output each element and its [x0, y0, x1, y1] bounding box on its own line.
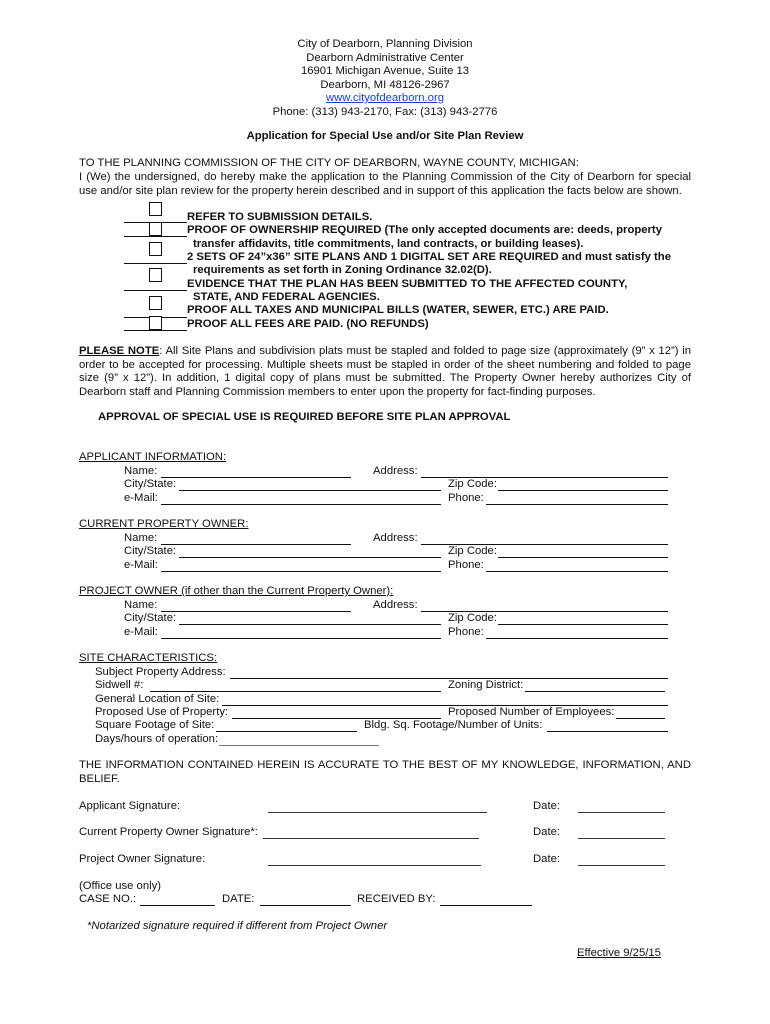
received-by-field[interactable]: [440, 905, 532, 906]
project-owner-zip-field[interactable]: [498, 624, 668, 625]
project-owner-signature-field[interactable]: [268, 865, 481, 866]
website-link[interactable]: www.cityofdearborn.org: [325, 92, 445, 104]
applicant-email-label: e-Mail:: [124, 492, 158, 504]
applicant-zip-label: Zip Code:: [448, 478, 497, 490]
applicant-phone-field[interactable]: [486, 504, 668, 505]
check-line-3: [124, 263, 187, 264]
applicant-date-label: Date:: [533, 800, 561, 812]
header-line-4: Dearborn, MI 48126-2967: [320, 78, 450, 91]
please-note-label: PLEASE NOTE: [79, 345, 160, 357]
letterhead: [0, 38, 770, 119]
applicant-city-field[interactable]: [179, 490, 441, 491]
applicant-name-label: Name:: [124, 465, 158, 477]
check-item-4a: EVIDENCE THAT THE PLAN HAS BEEN SUBMITTED TO THE AFFECTED COUNTY,: [187, 278, 628, 290]
intro-addressee: TO THE PLANNING COMMISSION OF THE CITY OF DEARBORN, WAYNE COUNTY, MICHIGAN:: [79, 157, 579, 169]
current-owner-phone-label: Phone:: [448, 559, 484, 571]
check-item-3a: 2 SETS OF 24”x36” SITE PLANS AND 1 DIGITAL SET ARE REQUIRED and must satisfy the: [187, 251, 671, 263]
project-owner-email-field[interactable]: [161, 638, 441, 639]
project-owner-date-label: Date:: [533, 853, 561, 865]
current-owner-city-label: City/State:: [124, 545, 177, 557]
certification-statement: THE INFORMATION CONTAINED HEREIN IS ACCURATE TO THE BEST OF MY KNOWLEDGE, INFORMATION, AND BELIEF.: [79, 759, 691, 785]
project-owner-zip-label: Zip Code:: [448, 612, 497, 624]
notarization-footnote: *Notarized signature required if different from Project Owner: [87, 920, 388, 932]
project-owner-city-label: City/State:: [124, 612, 177, 624]
square-footage-label: Square Footage of Site:: [95, 719, 215, 731]
check-item-4b: STATE, AND FEDERAL AGENCIES.: [193, 291, 380, 303]
check-line-4: [124, 290, 187, 291]
office-date-field[interactable]: [260, 905, 351, 906]
current-owner-zip-field[interactable]: [498, 557, 668, 558]
current-owner-date-field[interactable]: [578, 838, 665, 839]
site-heading: SITE CHARACTERISTICS:: [79, 652, 218, 664]
check-item-2b: transfer affidavits, title commitments, land contracts, or building leases).: [193, 238, 584, 250]
check-item-5: PROOF ALL TAXES AND MUNICIPAL BILLS (WATER, SEWER, ETC.) ARE PAID.: [187, 304, 609, 316]
current-owner-email-field[interactable]: [161, 571, 441, 572]
applicant-signature-label: Applicant Signature:: [79, 800, 181, 812]
current-owner-city-field[interactable]: [179, 557, 441, 558]
check-line-6: [124, 330, 187, 331]
project-owner-phone-field[interactable]: [486, 638, 668, 639]
days-hours-field[interactable]: [219, 745, 379, 746]
applicant-signature-field[interactable]: [268, 812, 487, 813]
general-location-label: General Location of Site:: [95, 693, 220, 705]
zoning-field[interactable]: [525, 691, 665, 692]
intro-body: I (We) the undersigned, do hereby make the application to the Planning Commission of the City of Dearborn for special use and/or site plan review for the property herein described and in support of this application the facts below are shown.: [79, 171, 691, 197]
case-no-field[interactable]: [140, 905, 215, 906]
applicant-date-field[interactable]: [578, 812, 665, 813]
current-owner-heading: CURRENT PROPERTY OWNER:: [79, 518, 249, 530]
applicant-phone-label: Phone:: [448, 492, 484, 504]
check-item-2a: PROOF OF OWNERSHIP REQUIRED (The only accepted documents are: deeds, property: [187, 224, 662, 236]
project-owner-address-label: Address:: [373, 599, 418, 611]
project-owner-name-label: Name:: [124, 599, 158, 611]
zoning-label: Zoning District:: [448, 679, 524, 691]
bldg-sq-label: Bldg. Sq. Footage/Number of Units:: [364, 719, 543, 731]
check-line-2: [124, 236, 187, 237]
employees-field[interactable]: [616, 718, 665, 719]
current-owner-phone-field[interactable]: [486, 571, 668, 572]
subject-address-label: Subject Property Address:: [95, 666, 226, 678]
applicant-name-field[interactable]: [161, 477, 351, 478]
checkbox-fees-paid[interactable]: [149, 316, 162, 330]
current-owner-name-label: Name:: [124, 532, 158, 544]
project-owner-email-label: e-Mail:: [124, 626, 158, 638]
please-note: [79, 345, 691, 399]
current-owner-signature-label: Current Property Owner Signature*:: [79, 826, 258, 838]
applicant-heading: APPLICANT INFORMATION:: [79, 451, 227, 463]
applicant-address-label: Address:: [373, 465, 418, 477]
current-owner-name-field[interactable]: [161, 544, 351, 545]
checkbox-taxes-paid[interactable]: [149, 296, 162, 310]
office-use-label: (Office use only): [79, 880, 162, 892]
applicant-email-field[interactable]: [161, 504, 441, 505]
check-item-1: REFER TO SUBMISSION DETAILS.: [187, 211, 373, 223]
received-by-label: RECEIVED BY:: [357, 893, 436, 905]
current-owner-email-label: e-Mail:: [124, 559, 158, 571]
project-owner-city-field[interactable]: [179, 624, 441, 625]
header-line-3: 16901 Michigan Avenue, Suite 13: [300, 65, 470, 77]
effective-date: Effective 9/25/15: [577, 947, 661, 959]
office-date-label: DATE:: [222, 893, 255, 905]
employees-label: Proposed Number of Employees:: [448, 706, 615, 718]
checkbox-agency-evidence[interactable]: [149, 268, 162, 282]
current-owner-date-label: Date:: [533, 826, 561, 838]
check-item-6: PROOF ALL FEES ARE PAID. (NO REFUNDS): [187, 318, 429, 330]
header-line-2: Dearborn Administrative Center: [306, 51, 464, 64]
project-owner-date-field[interactable]: [578, 865, 665, 866]
applicant-zip-field[interactable]: [498, 490, 668, 491]
sidwell-field[interactable]: [150, 691, 441, 692]
current-owner-address-label: Address:: [373, 532, 418, 544]
approval-notice: APPROVAL OF SPECIAL USE IS REQUIRED BEFORE SITE PLAN APPROVAL: [98, 411, 511, 423]
days-hours-label: Days/hours of operation:: [95, 733, 219, 745]
checkbox-site-plans[interactable]: [149, 242, 162, 256]
proposed-use-label: Proposed Use of Property:: [95, 706, 229, 718]
project-owner-phone-label: Phone:: [448, 626, 484, 638]
sidwell-label: Sidwell #:: [95, 679, 144, 691]
current-owner-zip-label: Zip Code:: [448, 545, 497, 557]
square-footage-field[interactable]: [216, 731, 357, 732]
form-title: Application for Special Use and/or Site Plan Review: [246, 130, 524, 142]
bldg-sq-field[interactable]: [547, 731, 668, 732]
project-owner-name-field[interactable]: [161, 611, 351, 612]
applicant-city-label: City/State:: [124, 478, 177, 490]
case-no-label: CASE NO.:: [79, 893, 137, 905]
check-item-3b: requirements as set forth in Zoning Ordinance 32.02(D).: [193, 264, 492, 276]
checkbox-proof-ownership[interactable]: [149, 222, 162, 236]
checkbox-submission-details[interactable]: [149, 202, 162, 216]
header-phone: Phone: (313) 943-2170, Fax: (313) 943-2776: [272, 105, 498, 118]
project-owner-heading: PROJECT OWNER (if other than the Current Property Owner):: [79, 585, 394, 597]
header-line-1: City of Dearborn, Planning Division: [297, 38, 473, 50]
current-owner-signature-field[interactable]: [263, 838, 479, 839]
project-owner-signature-label: Project Owner Signature:: [79, 853, 206, 865]
please-note-text: : All Site Plans and subdivision plats must be stapled and folded to page size (approximately (9” x 12”) in order to be accepted for processing. Multiple sheets must be stapled in order of the sheet numbering and folded to page size (9” x 12”). In addition, 1 digital copy of plans must be submitted. The Property Owner hereby authorizes City of Dearborn staff and Planning Commission members to enter upon the property for fact-finding purposes.: [79, 345, 692, 398]
